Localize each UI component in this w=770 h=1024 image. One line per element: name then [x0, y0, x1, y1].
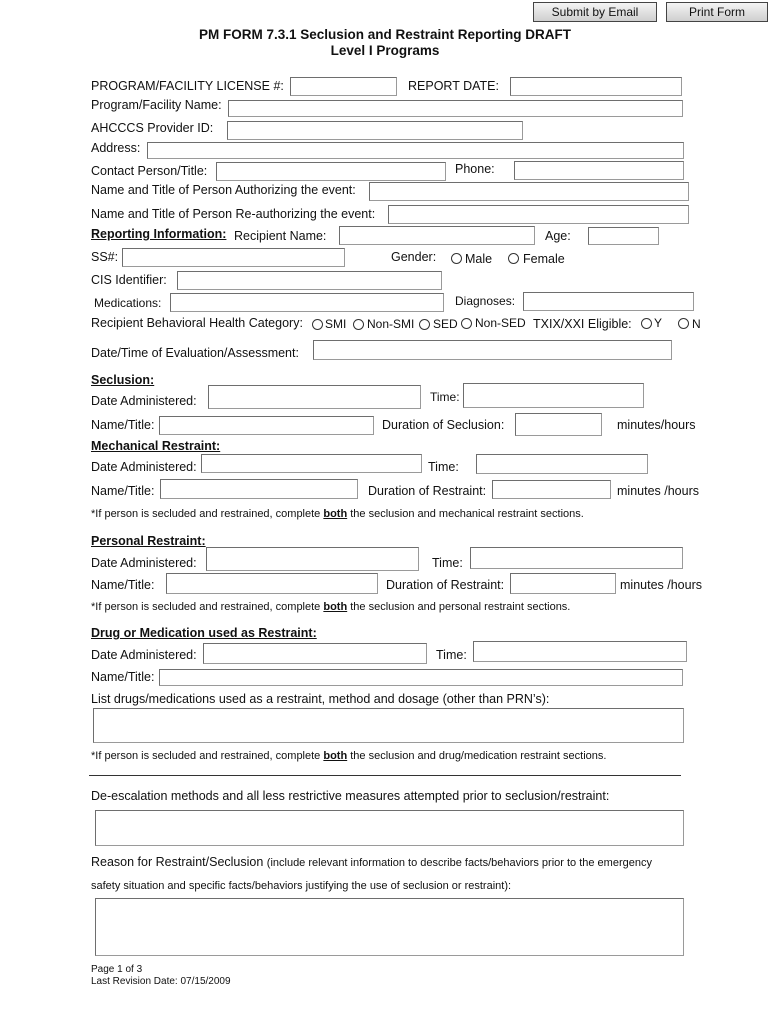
contact-label: Contact Person/Title:: [91, 164, 208, 178]
non-sed-label: Non-SED: [475, 316, 526, 330]
report-date-input[interactable]: [510, 77, 682, 96]
non-smi-label: Non-SMI: [367, 317, 415, 331]
reason-textarea[interactable]: [95, 898, 684, 956]
revision-date: Last Revision Date: 07/15/2009: [91, 976, 231, 987]
txix-yes-radio[interactable]: [641, 318, 652, 329]
mechanical-duration-input[interactable]: [492, 480, 611, 499]
txix-no-radio[interactable]: [678, 318, 689, 329]
recipient-name-label: Recipient Name:: [234, 229, 327, 243]
seclusion-name-label: Name/Title:: [91, 418, 155, 432]
age-input[interactable]: [588, 227, 659, 245]
drug-list-label: List drugs/medications used as a restraint, method and dosage (other than PRN’s):: [91, 692, 550, 706]
mechanical-duration-label: Duration of Restraint:: [368, 484, 487, 498]
diagnoses-input[interactable]: [523, 292, 694, 311]
drug-time-label: Time:: [436, 648, 467, 662]
medications-label: Medications:: [94, 296, 162, 310]
drug-name-input[interactable]: [159, 669, 683, 686]
mechanical-note: *If person is secluded and restrained, complete both the seclusion and mechanical restraint sections.: [91, 508, 584, 520]
gender-label: Gender:: [391, 250, 437, 264]
non-smi-radio[interactable]: [353, 319, 364, 330]
report-date-label: REPORT DATE:: [408, 79, 499, 93]
personal-duration-label: Duration of Restraint:: [386, 578, 505, 592]
drug-header: Drug or Medication used as Restraint:: [91, 626, 317, 640]
smi-label: SMI: [325, 317, 347, 331]
evaluation-label: Date/Time of Evaluation/Assessment:: [91, 346, 299, 360]
ahcccs-input[interactable]: [227, 121, 523, 140]
seclusion-date-input[interactable]: [208, 385, 421, 409]
txix-label: TXIX/XXI Eligible:: [533, 317, 632, 331]
form-title: PM FORM 7.3.1 Seclusion and Restraint Reporting DRAFT: [198, 27, 572, 42]
drug-date-label: Date Administered:: [91, 648, 197, 662]
recipient-name-input[interactable]: [339, 226, 535, 245]
cis-label: CIS Identifier:: [91, 273, 167, 287]
drug-date-input[interactable]: [203, 643, 427, 664]
medications-input[interactable]: [170, 293, 444, 312]
female-label: Female: [523, 252, 565, 266]
sed-label: SED: [433, 317, 458, 331]
drug-list-textarea[interactable]: [93, 708, 684, 743]
seclusion-date-label: Date Administered:: [91, 394, 197, 408]
personal-date-input[interactable]: [206, 547, 419, 571]
smi-radio[interactable]: [312, 319, 323, 330]
phone-input[interactable]: [514, 161, 684, 180]
personal-date-label: Date Administered:: [91, 556, 197, 570]
drug-time-input[interactable]: [473, 641, 687, 662]
personal-duration-input[interactable]: [510, 573, 616, 594]
seclusion-time-input[interactable]: [463, 383, 644, 408]
authorizing-input[interactable]: [369, 182, 689, 201]
program-name-input[interactable]: [228, 100, 683, 117]
seclusion-time-label: Time:: [430, 390, 460, 404]
personal-units-label: minutes /hours: [620, 578, 702, 592]
seclusion-duration-label: Duration of Seclusion:: [382, 418, 505, 432]
personal-name-label: Name/Title:: [91, 578, 155, 592]
mechanical-name-input[interactable]: [160, 479, 358, 499]
drug-name-label: Name/Title:: [91, 670, 155, 684]
cis-input[interactable]: [177, 271, 442, 290]
personal-time-label: Time:: [432, 556, 463, 570]
evaluation-input[interactable]: [313, 340, 672, 360]
deescalation-label: De-escalation methods and all less restrictive measures attempted prior to seclusion/restraint:: [91, 789, 610, 803]
submit-by-email-button[interactable]: Submit by Email: [533, 2, 657, 22]
mechanical-date-label: Date Administered:: [91, 460, 197, 474]
authorizing-label: Name and Title of Person Authorizing the event:: [91, 183, 356, 197]
txix-yes-label: Y: [654, 316, 663, 330]
section-divider: [89, 775, 681, 776]
address-label: Address:: [91, 141, 141, 155]
female-radio[interactable]: [508, 253, 519, 264]
mechanical-time-input[interactable]: [476, 454, 648, 474]
personal-time-input[interactable]: [470, 547, 683, 569]
mechanical-date-input[interactable]: [201, 454, 422, 473]
seclusion-name-input[interactable]: [159, 416, 374, 435]
non-sed-radio[interactable]: [461, 318, 472, 329]
category-label: Recipient Behavioral Health Category:: [91, 316, 303, 330]
license-input[interactable]: [290, 77, 397, 96]
seclusion-duration-input[interactable]: [515, 413, 602, 436]
phone-label: Phone:: [455, 162, 495, 176]
program-name-label: Program/Facility Name:: [91, 98, 222, 112]
mechanical-time-label: Time:: [428, 460, 459, 474]
reason-detail: safety situation and specific facts/behaviors justifying the use of seclusion or restraint):: [91, 880, 512, 892]
ss-label: SS#:: [91, 250, 119, 264]
reauthorizing-input[interactable]: [388, 205, 689, 224]
deescalation-textarea[interactable]: [95, 810, 684, 846]
ss-input[interactable]: [122, 248, 345, 267]
reason-label: Reason for Restraint/Seclusion (include relevant information to describe facts/behaviors prior to the emergency: [91, 855, 652, 869]
reauthorizing-label: Name and Title of Person Re-authorizing the event:: [91, 207, 376, 221]
seclusion-units-label: minutes/hours: [617, 418, 696, 432]
page-number: Page 1 of 3: [91, 964, 143, 975]
personal-name-input[interactable]: [166, 573, 378, 594]
personal-header: Personal Restraint:: [91, 534, 206, 548]
license-label: PROGRAM/FACILITY LICENSE #:: [91, 79, 284, 93]
male-label: Male: [465, 252, 493, 266]
age-label: Age:: [545, 229, 571, 243]
reporting-header: Reporting Information:: [91, 227, 227, 241]
mechanical-name-label: Name/Title:: [91, 484, 155, 498]
personal-note: *If person is secluded and restrained, complete both the seclusion and personal restraint sections.: [91, 601, 571, 613]
drug-note: *If person is secluded and restrained, complete both the seclusion and drug/medication restraint sections.: [91, 750, 607, 762]
mechanical-units-label: minutes /hours: [617, 484, 699, 498]
form-subtitle: Level I Programs: [330, 43, 440, 58]
seclusion-header: Seclusion:: [91, 373, 155, 387]
diagnoses-label: Diagnoses:: [455, 294, 516, 308]
male-radio[interactable]: [451, 253, 462, 264]
sed-radio[interactable]: [419, 319, 430, 330]
address-input[interactable]: [147, 142, 684, 159]
txix-no-label: N: [692, 317, 701, 331]
ahcccs-label: AHCCCS Provider ID:: [91, 121, 214, 135]
print-form-button[interactable]: Print Form: [666, 2, 768, 22]
contact-input[interactable]: [216, 162, 446, 181]
mechanical-header: Mechanical Restraint:: [91, 439, 221, 453]
